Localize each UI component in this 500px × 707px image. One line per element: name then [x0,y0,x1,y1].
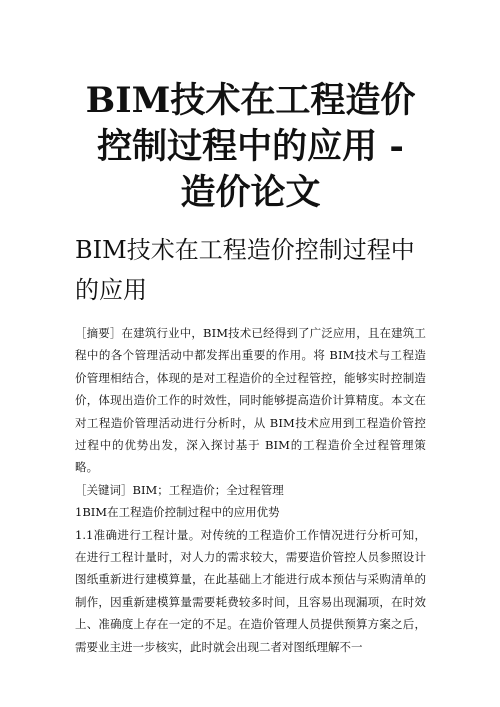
keywords-paragraph: ［关键词］BIM；工程造价；全过程管理 [75,482,284,497]
section-heading: 1BIM在工程造价控制过程中的应用优势 [75,505,280,520]
section-1-1-paragraph: 1.1准确进行工程计量。对传统的工程造价工作情况进行分析可知，在进行工程计量时，对人力的需求较大，需要造价管控人员参照设计图纸重新进行建模算量，在此基础上才能进行成本预估与采购清单的制作，因重新建模算量需要耗费较多时间，且容易出现漏项，在时效上、准确度上存在一定的不足。在造价管理人员提供预算方案之后，需要业主进一步核实，此时就会出现二者对图纸理解不一 [75,527,426,654]
main-title: BIM技术在工程造价控制过程中的应用 - 造价论文 [85,80,416,213]
article-body [75,322,426,658]
article-title: BIM技术在工程造价控制过程中的应用 [75,236,415,304]
abstract-paragraph: ［摘要］在建筑行业中，BIM技术已经得到了广泛应用，且在建筑工程中的各个管理活动中都发挥出重要的作用。将 BIM技术与工程造价管理相结合，体现的是对工程造价的全过程管控，能够实时控制造价，体现出造价工作的时效性，同时能够提高造价计算精度。本文在对工程造价管理活动进行分析时，从 BIM技术应用到工程造价管控过程中的优势出发，深入探讨基于 BIM的工程造价全过程管理策略。 [75,326,426,475]
